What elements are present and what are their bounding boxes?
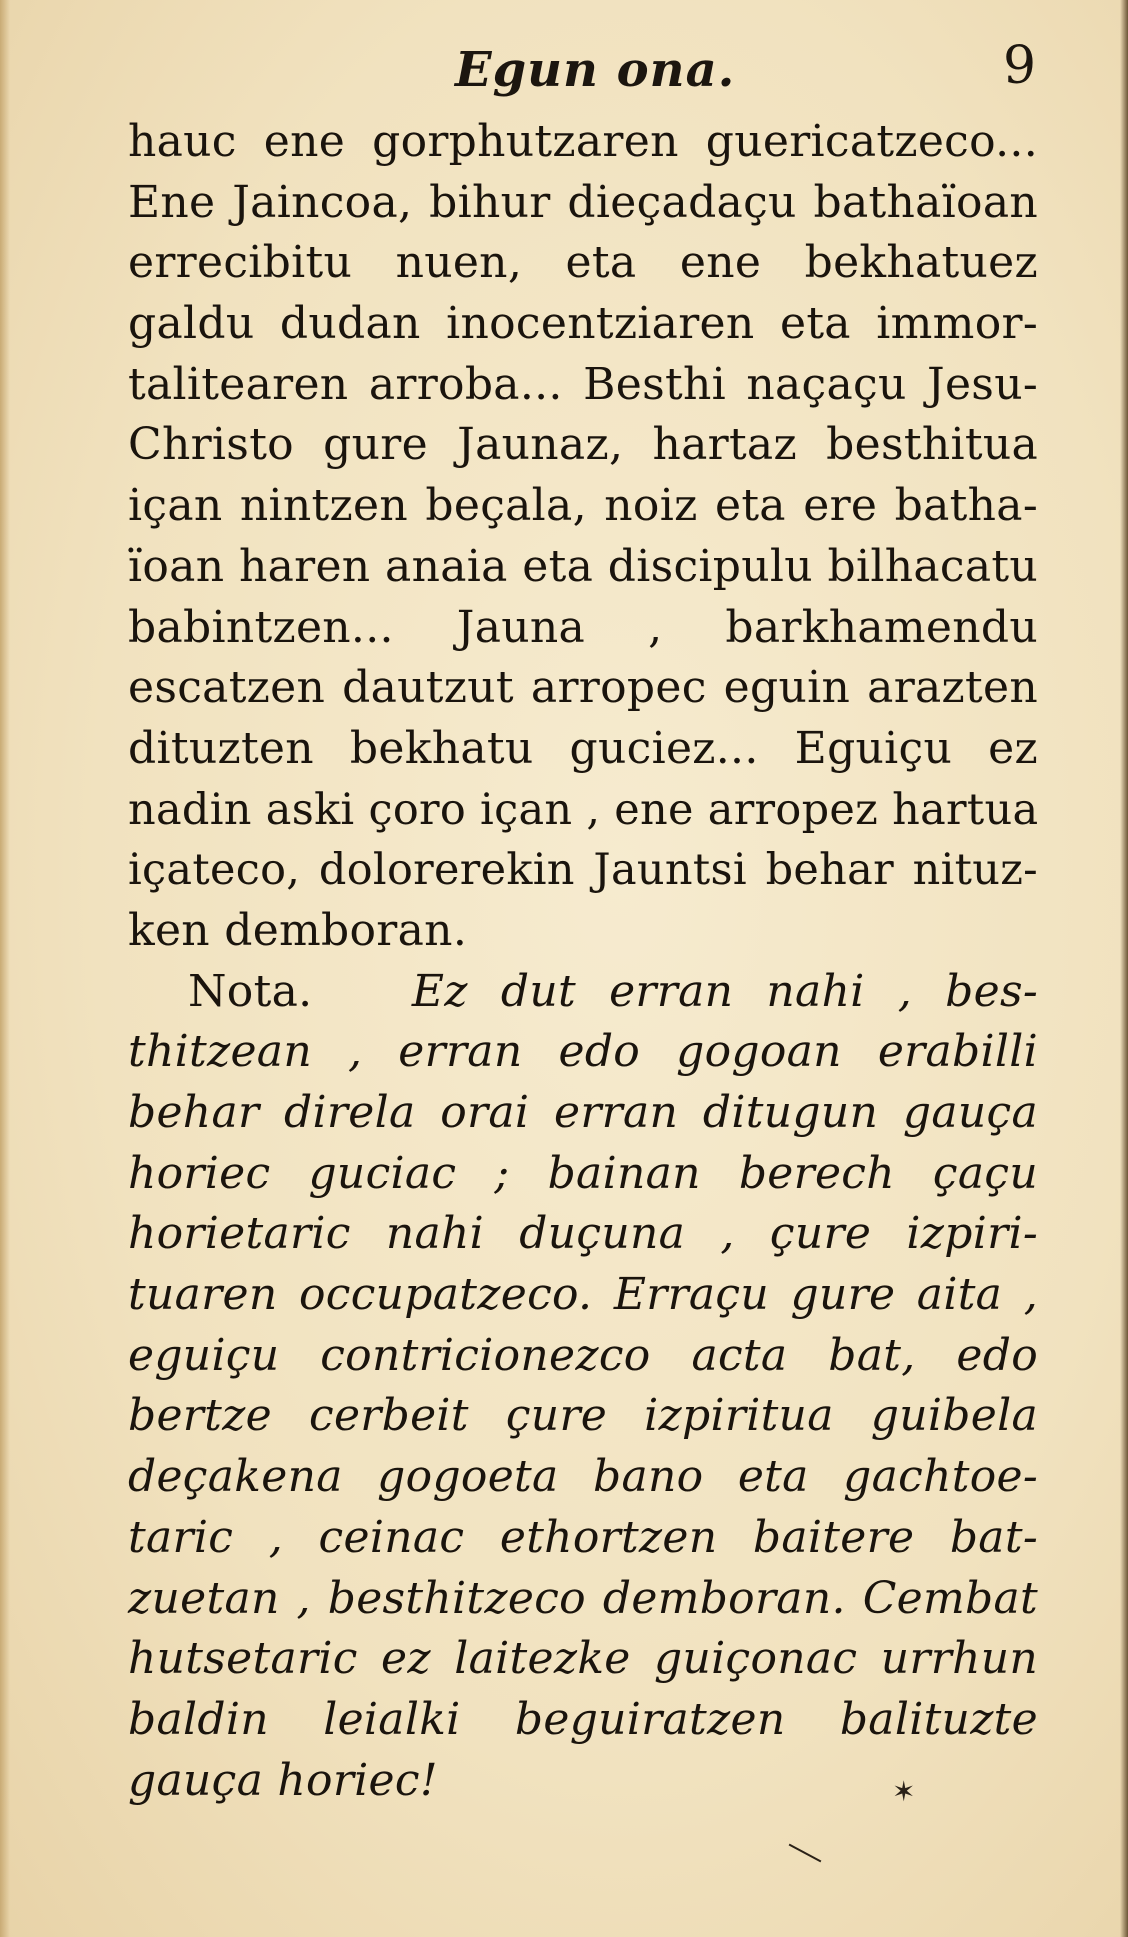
text-line: hutsetaric ez laitezke guiçonac urrhun: [128, 1633, 1038, 1685]
running-title: Egun ona.: [455, 42, 736, 98]
page-edge-left: [0, 0, 10, 1937]
text-line: zuetan , besthitzeco demboran. Cembat: [128, 1572, 1038, 1624]
text-line: Christo gure Jaunaz, hartaz besthitua: [128, 419, 1038, 471]
page-header: [0, 36, 1128, 106]
nota-label: Nota.: [188, 965, 313, 1017]
text-line: eguiçu contricionezco acta bat, edo: [128, 1329, 1038, 1381]
text-line: thitzean , erran edo gogoan erabilli: [128, 1026, 1038, 1078]
text-line: dituzten bekhatu guciez... Eguiçu ez: [128, 722, 1038, 774]
text-line: tuaren occupatzeco. Erraçu gure aita ,: [128, 1269, 1038, 1321]
text-line: Ene Jaincoa, bihur dieçadaçu bathaïoan: [128, 176, 1038, 228]
nota-first-line-text: Ez dut erran nahi , bes-: [411, 965, 1038, 1017]
text-line: deçakena gogoeta bano eta gachtoe-: [128, 1451, 1038, 1503]
text-line: bertze cerbeit çure izpiritua guibela: [128, 1390, 1038, 1442]
text-line: hauc ene gorphutzaren guericatzeco...: [128, 116, 1038, 167]
text-line: errecibitu nuen, eta ene bekhatuez: [128, 237, 1038, 289]
nota-first-line: [128, 962, 1038, 1023]
nota-paragraph: [128, 962, 1038, 1812]
text-line: içateco, dolorerekin Jauntsi behar nituz-: [128, 845, 1038, 896]
ink-mark: [789, 1844, 822, 1863]
body-paragraph: [128, 112, 1038, 962]
text-line: horiec guciac ; bainan berech çaçu: [128, 1147, 1038, 1199]
text-line: escatzen dautzut arropec eguin arazten: [128, 662, 1038, 714]
page-number: 9: [1003, 36, 1037, 96]
text-line: ken demboran.: [128, 904, 468, 956]
text-line: horietaric nahi duçuna , çure izpiri-: [128, 1208, 1038, 1260]
text-line: nadin aski çoro içan , ene arropez hartua: [128, 784, 1039, 835]
text-line: ïoan haren anaia eta discipulu bilhacatu: [128, 540, 1038, 592]
page-edge-right: [1120, 0, 1128, 1937]
text-line: behar direla orai erran ditugun gauça: [128, 1087, 1038, 1138]
text-line: gauça horiec!: [128, 1754, 438, 1806]
text-line: içan nintzen beçala, noiz eta ere batha-: [128, 480, 1038, 532]
text-line: galdu dudan inocentziaren eta immor-: [128, 298, 1038, 350]
text-line: talitearen arroba... Besthi naçaçu Jesu-: [128, 358, 1038, 410]
text-line: taric , ceinac ethortzen baitere bat-: [128, 1511, 1038, 1563]
text-block: [128, 112, 1038, 1811]
text-line: baldin leialki beguiratzen balituzte: [128, 1693, 1038, 1745]
star-ornament-icon: ✶: [892, 1775, 916, 1808]
text-line: babintzen... Jauna , barkhamendu: [128, 601, 1038, 653]
